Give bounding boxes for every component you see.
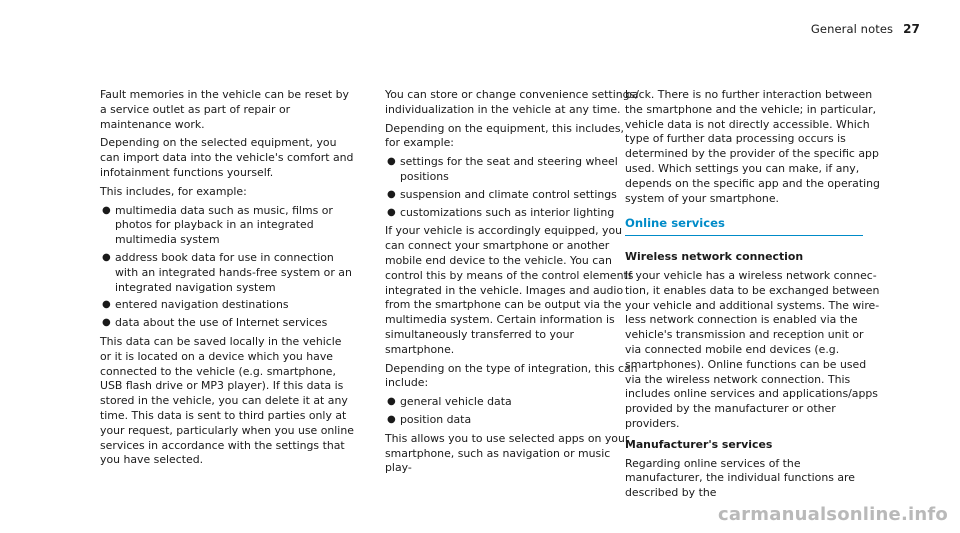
bullet-list [100,204,355,331]
list-item: ● customizations such as interior lighting [387,205,615,219]
list-item: ● settings for the seat and steering wheel positions [387,155,618,183]
list-item: ● data about the use of Internet services [102,316,328,330]
bullet-icon: ● [102,251,111,263]
bullet-icon: ● [387,188,396,200]
bullet-icon: ● [387,413,396,425]
paragraph: You can store or change convenience settings/ individualization in the vehicle at any time. [385,88,639,116]
bullet-icon: ● [387,206,396,218]
paragraph: Depending on the selected equipment, you can import data into the vehicle's comfort and infotainment functions yourself. [100,136,354,179]
column-right [625,88,880,505]
bullet-icon: ● [387,396,396,408]
paragraph: Depending on the equipment, this includes, for example: [385,121,624,150]
bullet-icon: ● [387,156,396,168]
section-name: General notes [810,22,894,36]
paragraph: Depending on the type of integration, this can include: [385,361,638,390]
section-heading: Online services [625,216,725,231]
section-divider [625,235,863,236]
paragraph: back. There is no further interaction between the smartphone and the vehicle; in particular, vehicle data is not directly accessible. Which type of further data processing occurs is determined by the provider of the specific app used. Which settings you can make, if any, depends on the specific app and the operating system of your smartphone. [625,88,880,205]
list-item: ● multimedia data such as music, films or photos for playback in an integrated multimedia system [102,203,333,247]
page-number: 27 [903,22,920,36]
bullet-icon: ● [102,204,111,216]
list-item: ● entered navigation destinations [102,298,289,312]
bullet-icon: ● [102,317,111,329]
paragraph: This allows you to use selected apps on your smartphone, such as navigation or music play- [385,431,630,475]
column-middle [385,88,640,480]
watermark: carmanualsonline.info [717,504,948,525]
subheading: Wireless network connection [625,250,804,264]
paragraph: Regarding online services of the manufacturer, the individual functions are described by the [625,456,855,500]
paragraph: This data can be saved locally in the vehicle or it is located on a device which you have connected to the vehicle (e.g. smartphone, USB flash drive or MP3 player). If this data is stored in the vehicle, you can delete it at any time. This data is sent to third parties only at your request, particularly when you use online services in accordance with the settings that you have selected. [100,334,354,467]
paragraph: If your vehicle is accordingly equipped, you can connect your smartphone or another mobile end device to the vehicle. You can control this by means of the control elements integrated in the vehicle. Images and audio from the smartphone can be output via the multimedia system. Certain information is simultaneously transferred to your smartphone. [385,224,634,356]
paragraph: This includes, for example: [100,184,247,198]
bullet-icon: ● [102,299,111,311]
page-header [811,22,920,36]
list-item: ● suspension and climate control settings [387,187,617,201]
list-item: ● position data [387,412,472,426]
list-item: ● general vehicle data [387,395,512,409]
subheading: Manufacturer's services [625,437,773,451]
list-item: ● address book data for use in connection with an integrated hands-free system or an integrated navigation system [102,250,352,294]
paragraph: If your vehicle has a wireless network connection, it enables data to be exchanged between your vehicle and additional systems. The wireless network connection is enabled via the vehicle's transmission and reception unit or via connected mobile end devices (e.g. smartphones). Online functions can be used via the wireless network connection. This includes online services and applications/apps provided by the manufacturer or other providers. [625,268,880,430]
bullet-list [385,395,640,428]
column-left [100,88,355,472]
bullet-list [385,155,640,220]
paragraph: Fault memories in the vehicle can be reset by a service outlet as part of repair or maintenance work. [100,88,349,131]
